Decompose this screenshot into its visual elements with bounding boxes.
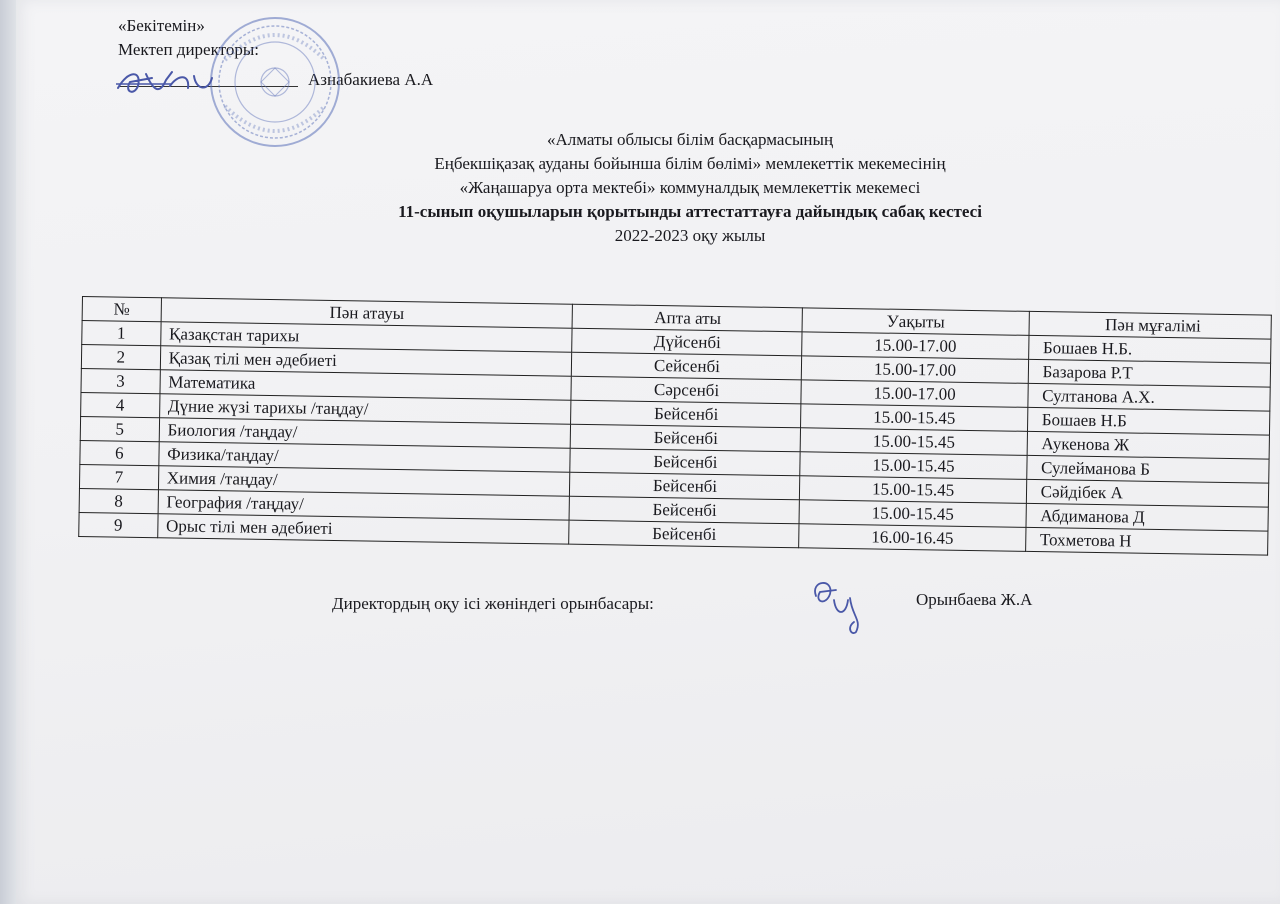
- header-time: Уақыты: [803, 308, 1030, 336]
- deputy-signature: [806, 576, 870, 636]
- row-time: 15.00-17.00: [801, 380, 1028, 408]
- row-number: 8: [79, 488, 158, 513]
- row-weekday: Дүйсенбі: [572, 328, 802, 356]
- row-weekday: Бейсенбі: [569, 520, 799, 548]
- row-weekday: Бейсенбі: [571, 424, 801, 452]
- row-teacher: Базарова Р.Т: [1028, 359, 1271, 387]
- header-teacher: Пән мұғалімі: [1029, 311, 1272, 339]
- row-subject: Қазақ тілі мен әдебиеті: [160, 346, 572, 376]
- header-number: №: [82, 297, 161, 322]
- row-number: 7: [79, 464, 158, 489]
- row-subject: Дүние жүзі тарихы /таңдау/: [159, 394, 571, 424]
- document-header: [240, 128, 1140, 248]
- row-teacher: Аукенова Ж: [1027, 431, 1270, 459]
- row-subject: Биология /таңдау/: [159, 418, 571, 448]
- row-number: 2: [81, 345, 160, 370]
- header-line-1: «Алматы облысы білім басқармасының: [546, 130, 834, 149]
- approve-label: «Бекітемін»: [118, 16, 205, 35]
- deputy-director-name: Орынбаева Ж.А: [916, 590, 1033, 609]
- academic-year: 2022-2023 оқу жылы: [614, 226, 766, 245]
- row-subject: Физика/таңдау/: [159, 442, 571, 472]
- row-teacher: Тохметова Н: [1025, 527, 1268, 555]
- row-teacher: Бошаев Н.Б: [1027, 407, 1270, 435]
- row-weekday: Бейсенбі: [571, 400, 801, 428]
- binder-edge: [0, 0, 16, 904]
- row-subject: Химия /таңдау/: [158, 466, 570, 496]
- row-teacher: Сулейманова Б: [1026, 455, 1269, 483]
- row-subject: Қазақстан тарихы: [160, 322, 572, 352]
- header-subject: Пән атауы: [161, 298, 573, 328]
- row-weekday: Сейсенбі: [572, 352, 802, 380]
- row-time: 15.00-17.00: [802, 332, 1029, 360]
- row-time: 15.00-15.45: [799, 500, 1026, 528]
- director-label: Мектеп директоры:: [118, 40, 259, 59]
- schedule-table: [78, 296, 1272, 556]
- row-time: 15.00-15.45: [801, 404, 1028, 432]
- header-line-2: Еңбекшіқазақ ауданы бойынша білім бөлімі» мемлекеттік мекемесінің: [434, 154, 946, 173]
- row-teacher: Султанова А.Х.: [1028, 383, 1271, 411]
- row-number: 3: [81, 368, 160, 393]
- row-time: 15.00-17.00: [802, 356, 1029, 384]
- row-time: 15.00-15.45: [800, 476, 1027, 504]
- header-weekday: Апта аты: [572, 304, 802, 332]
- row-subject: География /таңдау/: [158, 490, 570, 520]
- row-weekday: Сәрсенбі: [571, 376, 801, 404]
- row-number: 6: [80, 440, 159, 465]
- row-time: 16.00-16.45: [799, 524, 1026, 552]
- row-subject: Математика: [160, 370, 572, 400]
- deputy-director-label: Директордың оқу ісі жөніндегі орынбасары:: [332, 594, 654, 613]
- document-title: 11-сынып оқушыларын қорытынды аттестаттауға дайындық сабақ кестесі: [398, 202, 982, 221]
- row-number: 4: [81, 392, 160, 417]
- row-teacher: Сәйдібек А: [1026, 479, 1269, 507]
- row-number: 9: [79, 512, 158, 537]
- row-weekday: Бейсенбі: [570, 472, 800, 500]
- header-line-3: «Жаңашаруа орта мектебі» коммуналдық мемлекеттік мекемесі: [459, 178, 921, 197]
- row-number: 1: [82, 321, 161, 346]
- row-teacher: Бошаев Н.Б.: [1028, 335, 1271, 363]
- row-teacher: Абдиманова Д: [1026, 503, 1269, 531]
- row-time: 15.00-15.45: [801, 428, 1028, 456]
- row-subject: Орыс тілі мен әдебиеті: [157, 514, 569, 544]
- row-time: 15.00-15.45: [800, 452, 1027, 480]
- row-number: 5: [80, 416, 159, 441]
- row-weekday: Бейсенбі: [570, 448, 800, 476]
- director-name: Азнабакиева А.А: [308, 70, 434, 89]
- director-signature: [112, 64, 242, 100]
- row-weekday: Бейсенбі: [569, 496, 799, 524]
